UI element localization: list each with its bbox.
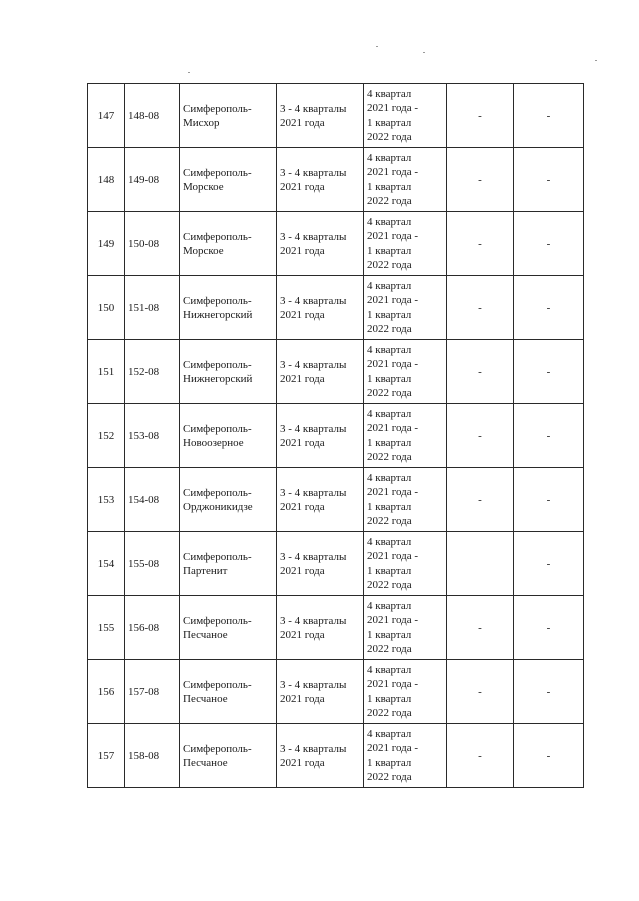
column-6-cell: - xyxy=(447,212,514,276)
route-code-cell: 149-08 xyxy=(125,148,180,212)
end-period-line: 1 квартал xyxy=(367,756,412,769)
start-period-line: 3 - 4 кварталы xyxy=(280,614,347,627)
end-period-line: 2021 года - xyxy=(367,358,419,370)
end-period-line: 2021 года - xyxy=(367,102,419,114)
table-row xyxy=(88,212,584,276)
start-period-cell xyxy=(277,660,364,724)
end-period-line: 4 квартал xyxy=(367,151,412,164)
start-period-cell xyxy=(277,84,364,148)
start-period-line: 3 - 4 кварталы xyxy=(280,102,347,115)
route-name-cell xyxy=(180,724,277,788)
end-period-line: 4 квартал xyxy=(367,343,412,356)
start-period-line: 2021 года xyxy=(280,692,325,705)
start-period-cell xyxy=(277,404,364,468)
column-6-cell: - xyxy=(447,276,514,340)
route-name-line: Симферополь- xyxy=(183,166,252,179)
start-period-line: 2021 года xyxy=(280,372,325,385)
route-name-cell xyxy=(180,468,277,532)
end-period-cell xyxy=(364,404,447,468)
end-period-line: 2022 года xyxy=(367,707,412,719)
start-period-line: 3 - 4 кварталы xyxy=(280,166,347,179)
end-period-line: 1 квартал xyxy=(367,500,412,513)
column-7-cell: - xyxy=(514,532,584,596)
column-6-cell: - xyxy=(447,404,514,468)
route-name-cell xyxy=(180,340,277,404)
table-row xyxy=(88,660,584,724)
start-period-line: 2021 года xyxy=(280,628,325,641)
route-name-line: Симферополь- xyxy=(183,486,252,499)
route-schedule-table xyxy=(87,83,584,788)
row-number-cell: 149 xyxy=(88,212,125,276)
table-row xyxy=(88,148,584,212)
route-name-line: Новоозерное xyxy=(183,436,244,449)
table-row xyxy=(88,276,584,340)
end-period-line: 2022 года xyxy=(367,323,412,335)
end-period-line: 1 квартал xyxy=(367,372,412,385)
scan-speck xyxy=(423,52,425,53)
route-name-line: Симферополь- xyxy=(183,102,252,115)
column-7-cell: - xyxy=(514,340,584,404)
column-6-cell: - xyxy=(447,148,514,212)
scan-speck xyxy=(595,60,597,61)
end-period-cell xyxy=(364,596,447,660)
route-code-cell: 150-08 xyxy=(125,212,180,276)
start-period-line: 2021 года xyxy=(280,180,325,193)
start-period-cell xyxy=(277,468,364,532)
table-row xyxy=(88,724,584,788)
row-number-cell: 154 xyxy=(88,532,125,596)
route-code-cell: 148-08 xyxy=(125,84,180,148)
end-period-cell xyxy=(364,468,447,532)
column-7-cell: - xyxy=(514,276,584,340)
end-period-line: 2022 года xyxy=(367,195,412,207)
row-number-cell: 150 xyxy=(88,276,125,340)
route-name-line: Нижнегорский xyxy=(183,372,253,385)
end-period-line: 2021 года - xyxy=(367,550,419,562)
route-code-cell: 151-08 xyxy=(125,276,180,340)
end-period-line: 1 квартал xyxy=(367,244,412,257)
end-period-line: 4 квартал xyxy=(367,727,412,740)
start-period-line: 2021 года xyxy=(280,564,325,577)
end-period-line: 1 квартал xyxy=(367,564,412,577)
end-period-cell xyxy=(364,660,447,724)
end-period-line: 4 квартал xyxy=(367,599,412,612)
route-name-cell xyxy=(180,404,277,468)
end-period-line: 4 квартал xyxy=(367,279,412,292)
route-name-cell xyxy=(180,212,277,276)
route-code-cell: 154-08 xyxy=(125,468,180,532)
start-period-line: 3 - 4 кварталы xyxy=(280,678,347,691)
route-name-cell xyxy=(180,276,277,340)
end-period-line: 2022 года xyxy=(367,515,412,527)
table-body xyxy=(88,84,584,788)
start-period-line: 2021 года xyxy=(280,756,325,769)
route-name-cell xyxy=(180,596,277,660)
start-period-line: 2021 года xyxy=(280,116,325,129)
end-period-cell xyxy=(364,84,447,148)
route-name-line: Симферополь- xyxy=(183,230,252,243)
start-period-cell xyxy=(277,148,364,212)
column-7-cell: - xyxy=(514,212,584,276)
end-period-cell xyxy=(364,724,447,788)
table-row xyxy=(88,468,584,532)
row-number-cell: 148 xyxy=(88,148,125,212)
route-code-cell: 157-08 xyxy=(125,660,180,724)
end-period-line: 2022 года xyxy=(367,643,412,655)
end-period-line: 2022 года xyxy=(367,771,412,783)
column-7-cell: - xyxy=(514,84,584,148)
column-6-cell: - xyxy=(447,724,514,788)
end-period-line: 4 квартал xyxy=(367,215,412,228)
route-name-line: Симферополь- xyxy=(183,678,252,691)
start-period-line: 3 - 4 кварталы xyxy=(280,294,347,307)
route-name-cell xyxy=(180,660,277,724)
start-period-cell xyxy=(277,212,364,276)
end-period-cell xyxy=(364,212,447,276)
end-period-line: 1 квартал xyxy=(367,692,412,705)
table-row xyxy=(88,340,584,404)
end-period-line: 2022 года xyxy=(367,451,412,463)
column-6-cell: - xyxy=(447,84,514,148)
end-period-line: 2021 года - xyxy=(367,294,419,306)
column-7-cell: - xyxy=(514,404,584,468)
table-row xyxy=(88,596,584,660)
route-name-line: Нижнегорский xyxy=(183,308,253,321)
route-name-cell xyxy=(180,148,277,212)
route-name-line: Симферополь- xyxy=(183,742,252,755)
start-period-line: 3 - 4 кварталы xyxy=(280,742,347,755)
start-period-cell xyxy=(277,724,364,788)
end-period-line: 2021 года - xyxy=(367,678,419,690)
route-code-cell: 156-08 xyxy=(125,596,180,660)
column-6-cell: - xyxy=(447,660,514,724)
scan-speck xyxy=(188,72,190,73)
table-row xyxy=(88,84,584,148)
start-period-line: 2021 года xyxy=(280,500,325,513)
end-period-line: 1 квартал xyxy=(367,180,412,193)
start-period-line: 2021 года xyxy=(280,244,325,257)
end-period-cell xyxy=(364,148,447,212)
start-period-line: 3 - 4 кварталы xyxy=(280,486,347,499)
end-period-line: 2021 года - xyxy=(367,614,419,626)
row-number-cell: 152 xyxy=(88,404,125,468)
row-number-cell: 147 xyxy=(88,84,125,148)
end-period-line: 1 квартал xyxy=(367,308,412,321)
column-7-cell: - xyxy=(514,148,584,212)
route-name-line: Симферополь- xyxy=(183,422,252,435)
route-name-line: Песчаное xyxy=(183,628,228,641)
scan-speck xyxy=(376,46,378,47)
column-7-cell: - xyxy=(514,468,584,532)
row-number-cell: 155 xyxy=(88,596,125,660)
start-period-line: 3 - 4 кварталы xyxy=(280,550,347,563)
end-period-cell xyxy=(364,532,447,596)
route-name-line: Песчаное xyxy=(183,692,228,705)
end-period-line: 2022 года xyxy=(367,387,412,399)
end-period-line: 2021 года - xyxy=(367,230,419,242)
end-period-line: 1 квартал xyxy=(367,436,412,449)
end-period-line: 2021 года - xyxy=(367,486,419,498)
route-name-line: Симферополь- xyxy=(183,358,252,371)
start-period-line: 2021 года xyxy=(280,308,325,321)
start-period-cell xyxy=(277,596,364,660)
route-name-line: Песчаное xyxy=(183,756,228,769)
column-6-cell: - xyxy=(447,468,514,532)
column-6-cell: - xyxy=(447,596,514,660)
end-period-line: 2022 года xyxy=(367,259,412,271)
route-name-cell xyxy=(180,84,277,148)
end-period-line: 2021 года - xyxy=(367,422,419,434)
column-7-cell: - xyxy=(514,724,584,788)
route-name-line: Симферополь- xyxy=(183,550,252,563)
column-6-cell xyxy=(447,532,514,596)
route-code-cell: 153-08 xyxy=(125,404,180,468)
route-code-cell: 152-08 xyxy=(125,340,180,404)
route-name-line: Орджоникидзе xyxy=(183,500,253,513)
route-name-line: Мисхор xyxy=(183,116,220,129)
route-name-line: Симферополь- xyxy=(183,294,252,307)
end-period-line: 4 квартал xyxy=(367,663,412,676)
route-name-line: Партенит xyxy=(183,564,228,577)
table-row xyxy=(88,532,584,596)
route-name-cell xyxy=(180,532,277,596)
start-period-line: 3 - 4 кварталы xyxy=(280,422,347,435)
end-period-line: 1 квартал xyxy=(367,116,412,129)
row-number-cell: 156 xyxy=(88,660,125,724)
start-period-line: 2021 года xyxy=(280,436,325,449)
route-name-line: Морское xyxy=(183,244,224,257)
column-7-cell: - xyxy=(514,660,584,724)
column-7-cell: - xyxy=(514,596,584,660)
route-code-cell: 155-08 xyxy=(125,532,180,596)
end-period-line: 4 квартал xyxy=(367,535,412,548)
end-period-line: 1 квартал xyxy=(367,628,412,641)
end-period-line: 2022 года xyxy=(367,579,412,591)
end-period-line: 4 квартал xyxy=(367,87,412,100)
end-period-line: 4 квартал xyxy=(367,407,412,420)
start-period-line: 3 - 4 кварталы xyxy=(280,230,347,243)
route-code-cell: 158-08 xyxy=(125,724,180,788)
column-6-cell: - xyxy=(447,340,514,404)
end-period-cell xyxy=(364,276,447,340)
start-period-cell xyxy=(277,276,364,340)
row-number-cell: 157 xyxy=(88,724,125,788)
end-period-line: 4 квартал xyxy=(367,471,412,484)
end-period-cell xyxy=(364,340,447,404)
route-name-line: Симферополь- xyxy=(183,614,252,627)
row-number-cell: 153 xyxy=(88,468,125,532)
start-period-cell xyxy=(277,340,364,404)
row-number-cell: 151 xyxy=(88,340,125,404)
end-period-line: 2021 года - xyxy=(367,742,419,754)
start-period-line: 3 - 4 кварталы xyxy=(280,358,347,371)
end-period-line: 2022 года xyxy=(367,131,412,143)
start-period-cell xyxy=(277,532,364,596)
route-name-line: Морское xyxy=(183,180,224,193)
table-row xyxy=(88,404,584,468)
end-period-line: 2021 года - xyxy=(367,166,419,178)
